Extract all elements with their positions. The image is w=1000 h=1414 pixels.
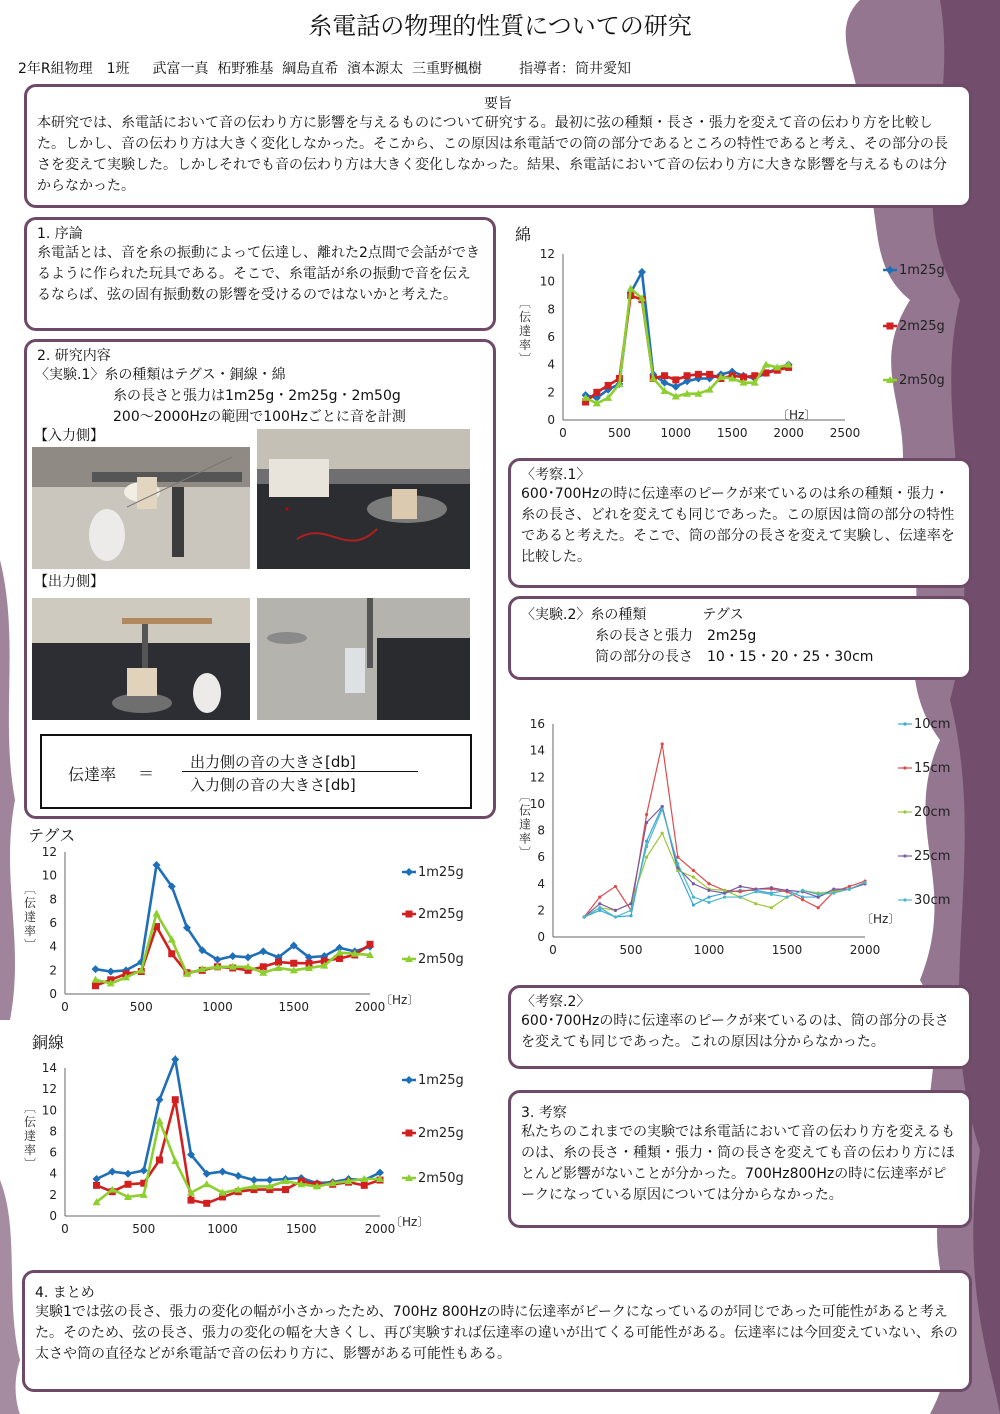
legend-entry [402, 952, 464, 967]
y-tick-label: 6 [537, 850, 545, 865]
data-point [832, 891, 835, 894]
data-point [723, 891, 726, 894]
discussion1-text: 600･700Hzの時に伝達率のピークが来ているのは糸の種類・張力・糸の長さ、どれを変えても同じであった。この原因は筒の部分の特性であると考えた。そこで、筒の部分の長さを変えて実験し、伝達率を比較した。 [521, 486, 955, 565]
legend-label: 10cm [914, 717, 951, 732]
cotton-chart [505, 240, 975, 450]
legend-label: 2m50g [418, 952, 464, 967]
series-1m25g [93, 1056, 385, 1188]
data-point [593, 389, 600, 396]
y-tick-label: 0 [547, 413, 555, 427]
x-tick-label: 2000 [364, 1222, 396, 1236]
legend-label: 2m25g [418, 907, 464, 922]
y-tick-label: 4 [537, 876, 545, 891]
cotton-chart-title: 綿 [515, 225, 532, 244]
formula-equals: ＝ [138, 764, 155, 783]
data-point [614, 885, 617, 888]
legend-label: 2m25g [899, 319, 945, 334]
experiment2-box [508, 596, 972, 680]
data-point [219, 1168, 227, 1176]
data-point [168, 950, 175, 957]
data-point [661, 742, 664, 745]
y-tick-label: 14 [41, 1061, 57, 1075]
input-side-label: 【入力側】 [34, 428, 104, 444]
data-point [672, 376, 679, 383]
abstract-box [24, 84, 972, 208]
data-point [614, 915, 617, 918]
method-line-2: 糸の長さと張力は1m25g・2m25g・2m50g [113, 388, 401, 404]
y-tick-label: 6 [547, 330, 555, 344]
legend-label: 2m50g [418, 1171, 464, 1186]
discussion2-text: 600･700Hzの時に伝達率のピークが来ているのは、筒の部分の長さを変えても同じであった。これの原因は分からなかった。 [521, 1013, 949, 1050]
intro-text: 糸電話とは、音を糸の振動によって伝達し、離れた2点間で会話ができるように作られた玩具である。そこで、糸電話が糸の振動で音を伝えるならば、弦の固有振動数の影響を受けるのではないかと考えた。 [37, 245, 480, 303]
output-side-label: 【出力側】 [34, 574, 104, 590]
data-point [848, 887, 851, 890]
series-line [584, 807, 865, 917]
tegusu-chart-title: テグス [28, 826, 76, 845]
legend-label: 1m25g [899, 263, 945, 278]
x-tick-label: 2000 [849, 943, 881, 957]
photo-output-cup [32, 598, 250, 720]
data-point [661, 832, 664, 835]
data-point [290, 960, 297, 967]
data-point [817, 906, 820, 909]
data-point [739, 885, 742, 888]
x-tick-label: 1000 [660, 426, 692, 440]
data-point [692, 875, 695, 878]
legend-entry [883, 319, 945, 334]
experiment2-line-2: 糸の長さと張力 2m25g [595, 628, 757, 644]
legend-entry [883, 263, 945, 278]
data-point [92, 982, 99, 989]
x-tick-label: 500 [607, 426, 631, 440]
data-point [156, 1156, 163, 1163]
data-point [903, 854, 906, 857]
series-line [584, 807, 865, 917]
series-line [584, 809, 865, 917]
data-point [645, 821, 648, 824]
legend-entry [898, 805, 950, 820]
x-tick-label: 1500 [716, 426, 748, 440]
photo-input-cup [32, 447, 250, 569]
y-tick-label: 4 [49, 1166, 57, 1181]
copper-chart [10, 1052, 490, 1246]
series-2m50g [93, 1117, 385, 1205]
data-point [692, 903, 695, 906]
y-axis-label: ︹伝達率︺ [24, 882, 37, 952]
x-axis-label: 〔Hz〕 [861, 912, 901, 926]
y-tick-label: 12 [539, 247, 555, 261]
y-tick-label: 6 [49, 916, 57, 930]
legend-entry [402, 1171, 464, 1186]
data-point [614, 909, 617, 912]
data-point [405, 868, 413, 876]
data-point [801, 898, 804, 901]
y-tick-label: 4 [49, 939, 57, 954]
data-point [361, 1182, 368, 1189]
data-point [605, 382, 612, 389]
data-point [903, 810, 906, 813]
y-tick-label: 0 [49, 1209, 57, 1223]
y-tick-label: 2 [49, 963, 57, 978]
y-tick-label: 10 [41, 1103, 57, 1118]
y-tick-label: 0 [49, 987, 57, 1001]
y-tick-label: 0 [537, 930, 545, 944]
data-point [598, 906, 601, 909]
series-line [584, 833, 865, 917]
data-point [770, 906, 773, 909]
y-tick-label: 10 [41, 868, 57, 883]
data-point [171, 1157, 179, 1164]
x-tick-label: 1000 [693, 943, 725, 957]
data-point [863, 881, 866, 884]
data-point [203, 1200, 210, 1207]
data-point [817, 893, 820, 896]
data-point [124, 1170, 132, 1178]
data-point [92, 965, 100, 973]
data-point [645, 845, 648, 848]
data-point [229, 952, 237, 960]
y-tick-label: 14 [529, 743, 545, 758]
data-point [629, 909, 632, 912]
data-point [684, 372, 691, 379]
y-tick-label: 16 [529, 717, 545, 731]
y-tick-label: 12 [41, 1082, 57, 1097]
y-tick-label: 2 [49, 1187, 57, 1202]
y-tick-label: 8 [547, 302, 555, 317]
transfer-rate-formula [40, 734, 472, 809]
data-point [203, 1180, 211, 1187]
data-point [140, 1167, 148, 1175]
summary-text: 実験1では弦の長さ、張力の変化の幅が小さかったため、700Hz 800Hzの時に伝達率がピークになっているのが同じであった可能性があると考えた。そのため、弦の長さ、張力の変化の幅を大きくし、再び実験すれば伝達率の違いが出てくる可能性がある。伝達率には今回変えていない、糸の太さや筒の直径などが糸電話で音の伝わり方に、影響がある可能性もある。 [35, 1304, 958, 1362]
data-point [645, 856, 648, 859]
x-tick-label: 1000 [202, 1000, 233, 1014]
page-title: 糸電話の物理的性質についての研究 [308, 12, 692, 40]
series-2m25g [582, 292, 792, 406]
summary-box [22, 1270, 972, 1392]
data-point [692, 882, 695, 885]
data-point [583, 915, 586, 918]
data-point [707, 882, 710, 885]
x-axis-label: 〔Hz〕 [777, 408, 817, 422]
data-point [754, 890, 757, 893]
legend-label: 1m25g [418, 1073, 464, 1088]
experiment2-line-3: 筒の部分の長さ 10・15・20・25・30cm [595, 649, 874, 665]
data-point [107, 968, 115, 976]
y-tick-label: 8 [49, 892, 57, 907]
experiment2-line-1: 〈実験.2〉糸の種類 テグス [521, 607, 744, 623]
conclusion-text: 私たちのこれまでの実験では糸電話において音の伝わり方を変えるものは、糸の長さ・種類・張力・筒の長さを変えても音の伝わり方にほとんど影響がないことが分かった。700Hz800Hzの時に伝達率がピークになっている原因については分からなかった。 [521, 1124, 955, 1203]
data-point [903, 898, 906, 901]
legend-entry [898, 893, 950, 908]
y-tick-label: 8 [537, 823, 545, 838]
tube-length-chart [505, 710, 975, 965]
conclusion-box [508, 1090, 972, 1228]
legend-entry [898, 761, 950, 776]
y-tick-label: 8 [49, 1124, 57, 1139]
data-point [785, 895, 788, 898]
discussion2-box [508, 985, 972, 1069]
legend-label: 2m50g [899, 373, 945, 388]
method-line-3: 200～2000Hzの範囲で100Hzごとに音を計測 [113, 409, 406, 425]
discussion1-heading: 〈考察.1〉 [521, 467, 591, 483]
summary-heading: 4. まとめ [35, 1285, 95, 1301]
conclusion-heading: 3. 考察 [521, 1105, 567, 1121]
y-tick-label: 2 [537, 903, 545, 918]
y-tick-label: 2 [547, 385, 555, 400]
y-tick-label: 12 [529, 770, 545, 785]
legend-entry [402, 1073, 464, 1088]
legend-label: 25cm [914, 849, 951, 864]
data-point [93, 1175, 101, 1183]
data-point [770, 893, 773, 896]
formula-lhs: 伝達率 [68, 765, 117, 784]
x-tick-label: 2000 [773, 426, 804, 440]
x-tick-label: 0 [61, 1000, 69, 1014]
x-tick-label: 500 [132, 1222, 156, 1236]
copper-chart-title: 銅線 [32, 1033, 65, 1052]
x-tick-label: 1500 [771, 943, 803, 957]
data-point [692, 895, 695, 898]
data-point [903, 722, 906, 725]
method-heading: 2. 研究内容 [37, 348, 111, 364]
data-point [887, 323, 894, 330]
formula-denominator: 入力側の音の大きさ[db] [190, 776, 356, 794]
data-point [172, 1096, 179, 1103]
x-tick-label: 0 [559, 426, 567, 440]
data-point [171, 1056, 179, 1064]
x-axis-label: 〔Hz〕 [380, 993, 420, 1007]
y-tick-label: 12 [41, 845, 57, 859]
x-axis-label: 〔Hz〕 [390, 1215, 430, 1229]
legend-label: 20cm [914, 805, 951, 820]
series-line [97, 1060, 381, 1184]
data-point [785, 889, 788, 892]
method-line-1: 〈実験.1〉糸の種類はテグス・銅線・綿 [35, 367, 286, 383]
y-axis-label: ︹伝達率︺ [24, 1101, 37, 1171]
data-point [886, 266, 894, 274]
data-point [153, 910, 161, 917]
data-point [406, 1130, 413, 1137]
formula-numerator: 出力側の音の大きさ[db] [190, 753, 356, 771]
legend-label: 2m25g [418, 1126, 464, 1141]
data-point [405, 1076, 413, 1084]
legend-entry [402, 907, 464, 922]
y-tick-label: 10 [529, 796, 545, 811]
data-point [692, 869, 695, 872]
legend-entry [883, 373, 945, 388]
data-point [406, 911, 413, 918]
data-point [598, 902, 601, 905]
data-point [707, 889, 710, 892]
data-point [125, 1181, 132, 1188]
data-point [695, 371, 702, 378]
photo-input-apparatus [257, 429, 470, 569]
x-tick-label: 1500 [278, 1000, 310, 1014]
data-point [739, 895, 742, 898]
data-point [723, 895, 726, 898]
data-point [234, 1172, 242, 1180]
data-point [598, 895, 601, 898]
legend-entry [898, 849, 950, 864]
data-point [259, 947, 267, 955]
abstract-text: 本研究では、糸電話において音の伝わり方に影響を与えるものについて研究する。最初に弦の種類・長さ・張力を変えて音の伝わり方を比較した。しかし、音の伝わり方は大きく変化しなかった。そこから、この原因は糸電話での筒の部分であるところの特性であると考え、その部分の長さを変えて実験した。しかしそれでも音の伝わり方は大きく変化しなかった。結果、糸電話において音の伝わり方に大きな影響を与えるものは分からなかった。 [37, 115, 948, 194]
data-point [801, 889, 804, 892]
data-point [629, 914, 632, 917]
intro-heading: 1. 序論 [37, 226, 83, 242]
data-point [707, 901, 710, 904]
data-point [706, 371, 713, 378]
data-point [156, 1096, 164, 1104]
intro-box [24, 217, 496, 331]
x-tick-label: 500 [129, 1000, 153, 1014]
data-point [661, 808, 664, 811]
series-line [96, 914, 371, 984]
x-tick-label: 0 [61, 1222, 69, 1236]
legend-entry [898, 717, 950, 732]
data-point [770, 886, 773, 889]
data-point [832, 887, 835, 890]
discussion2-heading: 〈考察.2〉 [521, 994, 591, 1010]
data-point [108, 1168, 116, 1176]
y-tick-label: 6 [49, 1145, 57, 1160]
data-point [645, 813, 648, 816]
legend-entry [402, 1126, 464, 1141]
data-point [707, 895, 710, 898]
legend-label: 30cm [914, 893, 951, 908]
x-tick-label: 2500 [829, 426, 861, 440]
data-point [676, 862, 679, 865]
y-axis-label: ︹伝達率︺ [519, 789, 532, 860]
legend-label: 15cm [914, 761, 951, 776]
data-point [367, 941, 374, 948]
data-point [739, 890, 742, 893]
x-tick-label: 500 [619, 943, 643, 957]
data-point [282, 1186, 289, 1193]
x-tick-label: 0 [549, 943, 557, 957]
legend-entry [402, 865, 464, 880]
x-tick-label: 1000 [207, 1222, 238, 1236]
photo-output-bottle [257, 598, 470, 720]
data-point [244, 953, 252, 961]
data-point [903, 766, 906, 769]
y-axis-label: ︹伝達率︺ [519, 296, 532, 366]
formula-fraction-bar [182, 771, 418, 772]
y-tick-label: 4 [547, 357, 555, 372]
author-line: 2年R組物理 1班 武富一真 柘野雅基 綱島直希 濱本源太 三重野楓樹 指導者：筒井愛知 [18, 61, 631, 77]
y-tick-label: 10 [539, 274, 555, 289]
x-tick-label: 2000 [354, 1000, 386, 1014]
legend-label: 1m25g [418, 865, 464, 880]
discussion1-box [508, 458, 972, 588]
data-point [188, 1197, 195, 1204]
series-2m50g [92, 910, 375, 987]
abstract-heading: 要旨 [484, 96, 512, 112]
x-tick-label: 1500 [285, 1222, 317, 1236]
data-point [661, 372, 668, 379]
data-point [93, 1182, 100, 1189]
tegusu-chart [10, 842, 490, 1024]
data-point [754, 902, 757, 905]
